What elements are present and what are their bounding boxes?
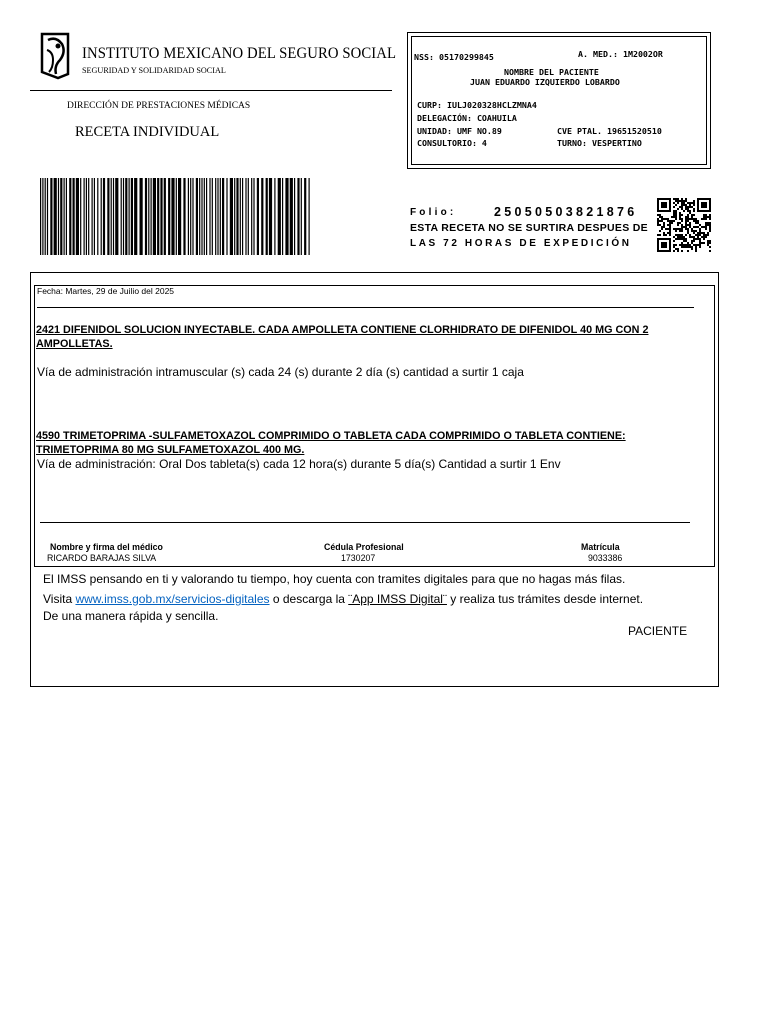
medication-title: 4590 TRIMETOPRIMA -SULFAMETOXAZOL COMPRIMIDO O TABLETA CADA COMPRIMIDO O TABLETA CONTIENE: TRIMETOPRIMA 80 MG SULFAMETOXAZOL 400 MG.: [36, 430, 626, 456]
header-divider: [30, 90, 392, 91]
direction-label: DIRECCIÓN DE PRESTACIONES MÉDICAS: [67, 101, 251, 111]
folio-number: 25050503821876: [494, 205, 638, 219]
a-med-field: A. MED.: 1M2002OR: [578, 49, 663, 59]
download-text: o descarga la: [269, 592, 349, 606]
date-divider: [37, 307, 694, 308]
document-title: RECETA INDIVIDUAL: [75, 124, 220, 140]
doctor-name: RICARDO BARAJAS SILVA: [47, 553, 157, 563]
visit-prefix: Visita: [43, 592, 76, 606]
digital-services-closing: De una manera rápida y sencilla.: [43, 609, 219, 623]
delegacion-field: DELEGACIÓN: COAHUILA: [417, 113, 517, 123]
matricula-label: Matrícula: [581, 542, 620, 552]
barcode-icon: [40, 178, 312, 255]
qr-code-icon: [657, 198, 711, 252]
digital-services-message: El IMSS pensando en ti y valorando tu tiempo, hoy cuenta con tramites digitales para que no hagas más filas.: [43, 572, 626, 586]
copy-label: PACIENTE: [628, 624, 688, 638]
expiry-warning-line1: ESTA RECETA NO SE SURTIRA DESPUES DE: [410, 222, 648, 234]
matricula-value: 9033386: [588, 553, 623, 563]
medication-instructions: Vía de administración intramuscular (s) cada 24 (s) durante 2 día (s) cantidad a surtir 1 caja: [37, 365, 524, 379]
cedula-label: Cédula Profesional: [324, 542, 404, 552]
imss-logo-icon: [38, 30, 74, 80]
consultorio-field: CONSULTORIO: 4: [417, 138, 487, 148]
institution-name: INSTITUTO MEXICANO DEL SEGURO SOCIAL: [82, 45, 397, 62]
frame-top: [30, 272, 719, 273]
visit-suffix: y realiza tus trámites desde internet.: [446, 592, 644, 606]
frame-bottom: [30, 686, 719, 687]
prescription-date: Fecha: Martes, 29 de Juilio del 2025: [37, 286, 175, 296]
unidad-field: UNIDAD: UMF NO.89: [417, 126, 502, 136]
expiry-warning-line2: LAS 72 HORAS DE EXPEDICIÓN: [410, 238, 632, 249]
doctor-label: Nombre y firma del médico: [50, 542, 163, 552]
medication-instructions: Vía de administración: Oral Dos tableta(s) cada 12 hora(s) durante 5 día(s) Cantidad a surtir 1 Env: [37, 457, 561, 471]
imss-services-link[interactable]: www.imss.gob.mx/servicios-digitales: [75, 592, 270, 606]
digital-services-visit-line: [43, 592, 643, 606]
frame-right: [718, 272, 719, 687]
cve-ptal-field: CVE PTAL. 19651520510: [557, 126, 662, 136]
nss-field: NSS: 05170299845: [414, 52, 494, 62]
folio-label: Folio:: [410, 207, 457, 218]
signature-divider: [40, 522, 690, 523]
institution-tagline: SEGURIDAD Y SOLIDARIDAD SOCIAL: [82, 65, 226, 75]
frame-left: [30, 272, 31, 687]
patient-name-label: NOMBRE DEL PACIENTE: [504, 67, 599, 77]
curp-field: CURP: IULJ020328HCLZMNA4: [417, 100, 537, 110]
app-name: ¨App IMSS Digital¨: [348, 592, 447, 606]
patient-name: JUAN EDUARDO IZQUIERDO LOBARDO: [470, 77, 620, 87]
cedula-value: 1730207: [341, 553, 376, 563]
turno-field: TURNO: VESPERTINO: [557, 138, 642, 148]
medication-title: 2421 DIFENIDOL SOLUCION INYECTABLE. CADA AMPOLLETA CONTIENE CLORHIDRATO DE DIFENIDOL 40 MG CON 2 AMPOLLETAS.: [36, 324, 649, 350]
